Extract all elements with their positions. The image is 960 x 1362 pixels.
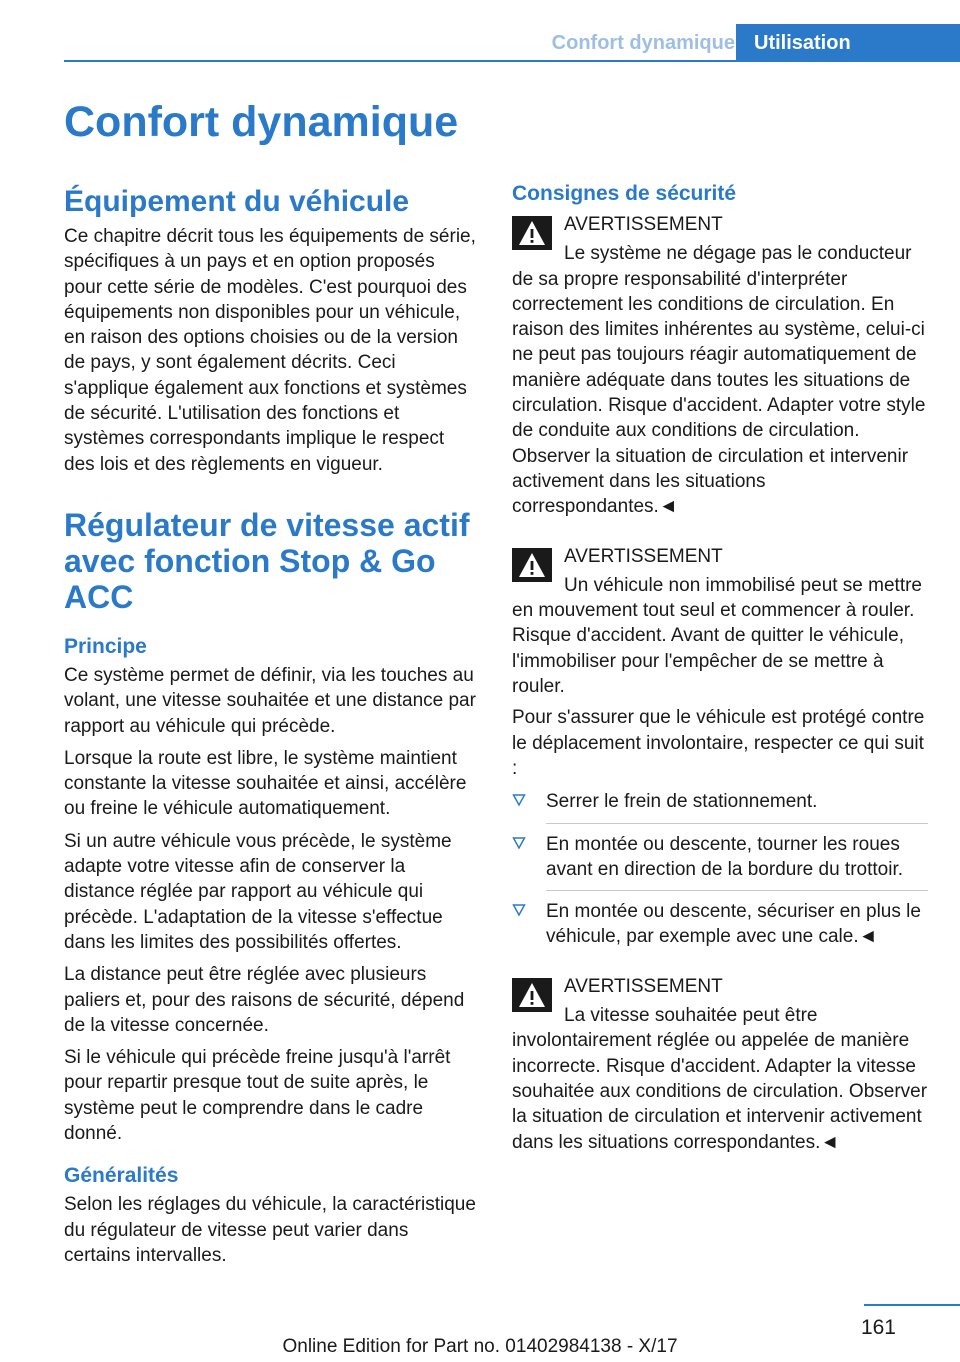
safety-heading: Consignes de sécurité	[512, 182, 737, 205]
principe-paragraph: Si un autre véhicule vous précède, le système adapte votre vitesse afin de conserver la distance réglée par rapport au véhicule qui précède. L'adaptation de la vitesse s'effectue dans les limites des possibilités offertes.	[64, 830, 452, 953]
principe-paragraph: La distance peut être réglée avec plusieurs paliers et, pour des raisons de sécurité, dépend de la vitesse concernée.	[64, 964, 465, 1036]
footer-rule	[864, 1304, 960, 1306]
list-item-text: Serrer le frein de stationnement.	[546, 791, 818, 813]
triangle-down-bullet-icon	[512, 836, 526, 850]
warning-text: La vitesse souhaitée peut être involontairement réglée ou appelée de manière incorrecte. Risque d'accident. Adapter la vitesse souhaitée aux conditions de circulation. Observer la situation de circulation et intervenir activement dans les situations correspondantes.◄	[512, 1005, 928, 1153]
acc-heading: Régulateur de vitesse actif avec fonction Stop & Go ACC	[64, 506, 470, 615]
principe-paragraph: Lorsque la route est libre, le système maintient constante la vitesse souhaitée et ainsi, accélère ou freine le véhicule automatiquement.	[64, 747, 467, 820]
header-chapter-tab: Utilisation	[736, 24, 960, 62]
secure-intro: Pour s'assurer que le véhicule est protégé contre le déplacement involontaire, respecter ce qui suit :	[512, 707, 925, 779]
edition-footer: Online Edition for Part no. 01402984138 - X/17	[282, 1336, 678, 1357]
warning-label: AVERTISSEMENT	[564, 975, 723, 997]
warning-block	[512, 542, 928, 700]
header-rule	[64, 60, 960, 62]
warning-block	[512, 210, 928, 520]
warning-triangle-icon	[512, 978, 552, 1012]
list-item	[512, 899, 928, 950]
warning-block	[512, 972, 928, 1155]
precaution-list	[512, 789, 928, 949]
page-title: Confort dynamique	[64, 98, 459, 146]
header-section-title: Confort dynamique	[551, 32, 735, 54]
list-item-text: En montée ou descente, sécuriser en plus le véhicule, par exemple avec une cale.◄	[546, 901, 921, 948]
general-text: Selon les réglages du véhicule, la caractéristique du régulateur de vitesse peut varier dans certains intervalles.	[64, 1194, 476, 1266]
warning-triangle-icon	[512, 216, 552, 250]
left-column	[64, 180, 478, 1275]
triangle-down-bullet-icon	[512, 903, 526, 917]
page-number: 161	[860, 1316, 896, 1339]
list-divider	[546, 890, 928, 891]
equipment-text: Ce chapitre décrit tous les équipements de série, spécifiques à un pays et en option proposés pour cette série de modèles. C'est pourquoi des équipements non disponibles pour un véhicule, en raison des options choisies ou de la version de pays, y sont également décrits. Ceci s'applique également aux fonctions et systèmes de sécurité. L'utilisation des fonctions et systèmes correspondants implique le respect des lois et des règlements en vigueur.	[64, 226, 476, 475]
triangle-down-bullet-icon	[512, 793, 526, 807]
list-item-text: En montée ou descente, tourner les roues avant en direction de la bordure du trottoir.	[546, 833, 904, 880]
principe-paragraph: Si le véhicule qui précède freine jusqu'à l'arrêt pour repartir presque tout de suite après, le système peut le comprendre dans le cadre donné.	[64, 1047, 451, 1145]
equipment-heading: Équipement du véhicule	[64, 185, 410, 218]
warning-text: Le système ne dégage pas le conducteur de sa propre responsabilité d'interpréter correctement les conditions de circulation. En raison des limites inhérentes au système, celui-ci ne peut pas toujours réagir automatiquement de manière adéquate dans toutes les situations de circulation. Risque d'accident. Adapter votre style de conduite aux conditions de circulation. Observer la situation de circulation et intervenir activement dans les situations correspondantes.◄	[512, 243, 926, 518]
right-column	[512, 180, 928, 1161]
list-item	[512, 832, 928, 892]
principe-heading: Principe	[64, 634, 147, 658]
principe-paragraph: Ce système permet de définir, via les touches au volant, une vitesse souhaitée et une distance par rapport au véhicule qui précède.	[64, 664, 476, 737]
warning-triangle-icon	[512, 548, 552, 582]
warning-label: AVERTISSEMENT	[564, 214, 723, 235]
page-header	[0, 0, 960, 62]
general-heading: Généralités	[64, 1164, 179, 1188]
list-divider	[546, 823, 928, 824]
warning-label: AVERTISSEMENT	[564, 545, 723, 567]
list-item	[512, 789, 928, 823]
warning-text: Un véhicule non immobilisé peut se mettre en mouvement tout seul et commencer à rouler. Risque d'accident. Avant de quitter le véhicule, l'immobiliser pour l'empêcher de se mettre à rouler.	[512, 574, 923, 698]
